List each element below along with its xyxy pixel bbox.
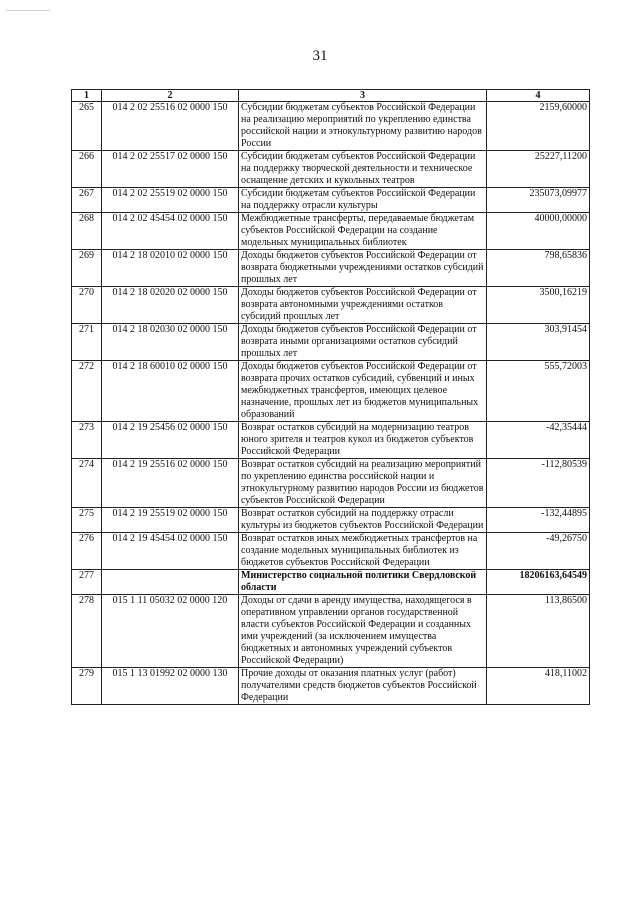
row-number: 269 — [72, 250, 102, 287]
amount-value: -42,35444 — [487, 422, 590, 459]
income-description: Доходы бюджетов субъектов Российской Федерации от возврата иными организациями остатков субсидий прошлых лет — [239, 324, 487, 361]
budget-code: 014 2 19 25456 02 0000 150 — [102, 422, 239, 459]
budget-code: 014 2 19 45454 02 0000 150 — [102, 533, 239, 570]
row-number: 271 — [72, 324, 102, 361]
table-row — [72, 151, 590, 188]
row-number: 279 — [72, 668, 102, 705]
table-row — [72, 570, 590, 595]
budget-code: 015 1 11 05032 02 0000 120 — [102, 595, 239, 668]
column-header: 3 — [239, 90, 487, 102]
income-description: Доходы бюджетов субъектов Российской Федерации от возврата бюджетными учреждениями остатков субсидий прошлых лет — [239, 250, 487, 287]
table-row — [72, 287, 590, 324]
row-number: 268 — [72, 213, 102, 250]
budget-code: 014 2 18 60010 02 0000 150 — [102, 361, 239, 422]
scan-corner-mark — [6, 10, 50, 11]
table-row — [72, 102, 590, 151]
amount-value: 555,72003 — [487, 361, 590, 422]
row-number: 265 — [72, 102, 102, 151]
row-number: 270 — [72, 287, 102, 324]
budget-code: 014 2 02 25519 02 0000 150 — [102, 188, 239, 213]
row-number: 276 — [72, 533, 102, 570]
table-row — [72, 213, 590, 250]
amount-value: 3500,16219 — [487, 287, 590, 324]
budget-code: 014 2 02 45454 02 0000 150 — [102, 213, 239, 250]
income-description: Доходы от сдачи в аренду имущества, находящегося в оперативном управлении органов государственной власти субъектов Российской Федерации и созданных ими учреждений (за исключением имущества бюджетных и автономных учреждений субъектов Российской Федерации) — [239, 595, 487, 668]
amount-value: -49,26750 — [487, 533, 590, 570]
amount-value: 113,86500 — [487, 595, 590, 668]
table-body — [72, 102, 590, 705]
table-row — [72, 595, 590, 668]
table-header-row — [72, 90, 590, 102]
income-description: Прочие доходы от оказания платных услуг (работ) получателями средств бюджетов субъектов Российской Федерации — [239, 668, 487, 705]
income-description: Возврат остатков иных межбюджетных трансфертов на создание модельных муниципальных библиотек из бюджетов субъектов Российской Федерации — [239, 533, 487, 570]
income-description: Субсидии бюджетам субъектов Российской Федерации на поддержку творческой деятельности и техническое оснащение детских и кукольных театров — [239, 151, 487, 188]
budget-code: 014 2 18 02010 02 0000 150 — [102, 250, 239, 287]
row-number: 278 — [72, 595, 102, 668]
row-number: 272 — [72, 361, 102, 422]
table-row — [72, 361, 590, 422]
budget-code: 014 2 02 25517 02 0000 150 — [102, 151, 239, 188]
budget-code: 014 2 18 02020 02 0000 150 — [102, 287, 239, 324]
table-row — [72, 250, 590, 287]
amount-value: 798,65836 — [487, 250, 590, 287]
column-header: 2 — [102, 90, 239, 102]
budget-code: 014 2 19 25516 02 0000 150 — [102, 459, 239, 508]
amount-value: 303,91454 — [487, 324, 590, 361]
amount-value: 40000,00000 — [487, 213, 590, 250]
row-number: 273 — [72, 422, 102, 459]
income-description: Доходы бюджетов субъектов Российской Федерации от возврата прочих остатков субсидий, субвенций и иных межбюджетных трансфертов, имеющих целевое назначение, прошлых лет из бюджетов муниципальных образований — [239, 361, 487, 422]
column-header: 1 — [72, 90, 102, 102]
income-description: Возврат остатков субсидий на модернизацию театров юного зрителя и театров кукол из бюджетов субъектов Российской Федерации — [239, 422, 487, 459]
revenue-table — [71, 89, 590, 705]
table-row — [72, 508, 590, 533]
budget-code: 014 2 02 25516 02 0000 150 — [102, 102, 239, 151]
amount-value: 418,11002 — [487, 668, 590, 705]
row-number: 267 — [72, 188, 102, 213]
income-description: Возврат остатков субсидий на реализацию мероприятий по укреплению единства российской нации и этнокультурному развитию народов России из бюджетов субъектов Российской Федерации — [239, 459, 487, 508]
table-row — [72, 533, 590, 570]
income-description: Субсидии бюджетам субъектов Российской Федерации на реализацию мероприятий по укреплению единства российской нации и этнокультурному развитию народов России — [239, 102, 487, 151]
income-description: Межбюджетные трансферты, передаваемые бюджетам субъектов Российской Федерации на создание модельных муниципальных библиотек — [239, 213, 487, 250]
income-description: Субсидии бюджетам субъектов Российской Федерации на поддержку отрасли культуры — [239, 188, 487, 213]
income-description: Возврат остатков субсидий на поддержку отрасли культуры из бюджетов субъектов Российской Федерации — [239, 508, 487, 533]
amount-value: 2159,60000 — [487, 102, 590, 151]
row-number: 274 — [72, 459, 102, 508]
budget-code — [102, 570, 239, 595]
amount-value: -112,80539 — [487, 459, 590, 508]
row-number: 277 — [72, 570, 102, 595]
table-row — [72, 422, 590, 459]
income-description: Доходы бюджетов субъектов Российской Федерации от возврата автономными учреждениями остатков субсидий прошлых лет — [239, 287, 487, 324]
budget-code: 014 2 18 02030 02 0000 150 — [102, 324, 239, 361]
amount-value: -132,44895 — [487, 508, 590, 533]
table-row — [72, 188, 590, 213]
table-row — [72, 324, 590, 361]
income-description: Министерство социальной политики Свердловской области — [239, 570, 487, 595]
row-number: 266 — [72, 151, 102, 188]
amount-value: 235073,09977 — [487, 188, 590, 213]
table-row — [72, 668, 590, 705]
amount-value: 18206163,64549 — [487, 570, 590, 595]
budget-code: 014 2 19 25519 02 0000 150 — [102, 508, 239, 533]
budget-code: 015 1 13 01992 02 0000 130 — [102, 668, 239, 705]
column-header: 4 — [487, 90, 590, 102]
amount-value: 25227,11200 — [487, 151, 590, 188]
page-number: 31 — [312, 48, 328, 64]
row-number: 275 — [72, 508, 102, 533]
table-row — [72, 459, 590, 508]
